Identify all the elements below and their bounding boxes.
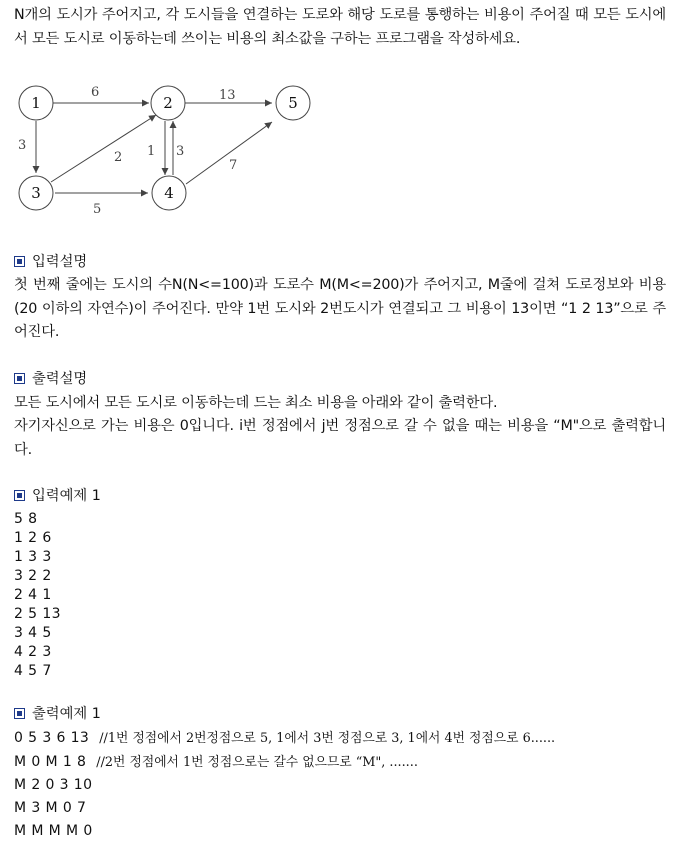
weight-2-5: 13 bbox=[219, 88, 236, 103]
output-line bbox=[14, 776, 92, 795]
output-line bbox=[14, 799, 86, 818]
input-line: 3 4 5 bbox=[14, 625, 52, 641]
output-description-line1: 모든 도시에서 모든 도시로 이동하는데 드는 최소 비용을 아래와 같이 출력한다. bbox=[14, 395, 498, 411]
input-line: 4 5 7 bbox=[14, 663, 52, 679]
weight-1-3: 3 bbox=[18, 138, 27, 153]
input-line: 3 2 2 bbox=[14, 568, 52, 584]
node-4 bbox=[152, 176, 186, 210]
square-bullet-icon bbox=[14, 373, 25, 384]
square-bullet-icon bbox=[14, 708, 25, 719]
input-line: 1 3 3 bbox=[14, 549, 52, 565]
node-1-label: 1 bbox=[31, 94, 41, 112]
output-line-value: M 2 0 3 10 bbox=[14, 777, 93, 793]
output-heading bbox=[14, 369, 87, 389]
weight-3-4: 5 bbox=[93, 202, 102, 217]
weight-1-2: 6 bbox=[91, 85, 100, 100]
input-line: 4 2 3 bbox=[14, 644, 52, 660]
problem-statement: N개의 도시가 주어지고, 각 도시들을 연결하는 도로와 해당 도로를 통행하는 비용이 주어질 때 모든 도시에서 모든 도시로 이동하는데 쓰이는 비용의 최소값을 구하는 프로그램을 작성하세요. bbox=[14, 7, 666, 47]
node-4-label: 4 bbox=[164, 184, 174, 202]
output-line-value: M 3 M 0 7 bbox=[14, 800, 87, 816]
output-line bbox=[14, 822, 93, 841]
square-bullet-icon bbox=[14, 256, 25, 267]
edge-3-2 bbox=[51, 115, 156, 182]
output-line bbox=[14, 753, 418, 772]
output-line-comment: //1번 정점에서 2번정점으로 5, 1에서 3번 정점으로 3, 1에서 4번 정점으로 6...... bbox=[99, 731, 556, 746]
graph-diagram bbox=[0, 78, 330, 218]
node-5 bbox=[276, 86, 310, 120]
weight-4-2: 3 bbox=[176, 144, 185, 159]
output-line bbox=[14, 729, 555, 748]
input-heading-label: 입력설명 bbox=[32, 254, 88, 270]
output-line-comment: //2번 정점에서 1번 정점으로는 갈수 없으므로 “M", ....... bbox=[96, 755, 418, 770]
weight-4-5: 7 bbox=[229, 158, 238, 173]
node-2 bbox=[151, 86, 185, 120]
input-example-heading-label: 입력예제 1 bbox=[32, 488, 101, 504]
output-line-value: M 0 M 1 8 bbox=[14, 754, 87, 770]
input-description: 첫 번째 줄에는 도시의 수N(N<=100)과 도로수 M(M<=200)가 주어지고, M줄에 걸쳐 도로정보와 비용(20 이하의 자연수)이 주어진다. 만약 1번 도시와 2번도시가 연결되고 그 비용이 13이면 “1 2 13”으로 주어진다. bbox=[14, 277, 666, 340]
input-line: 2 4 1 bbox=[14, 587, 52, 603]
output-example-heading-label: 출력예제 1 bbox=[32, 706, 101, 722]
input-line: 2 5 13 bbox=[14, 606, 61, 622]
square-bullet-icon bbox=[14, 490, 25, 501]
node-3 bbox=[19, 176, 53, 210]
input-heading bbox=[14, 252, 87, 272]
node-3-label: 3 bbox=[31, 184, 41, 202]
output-description-line2: 자기자신으로 가는 비용은 0입니다. i번 정점에서 j번 정점으로 갈 수 없을 때는 비용을 “M"으로 출력합니다. bbox=[14, 418, 666, 458]
output-example-heading bbox=[14, 704, 101, 724]
node-1 bbox=[19, 86, 53, 120]
input-line: 1 2 6 bbox=[14, 530, 52, 546]
node-5-label: 5 bbox=[288, 94, 298, 112]
weight-3-2: 2 bbox=[114, 150, 123, 165]
output-line-value: M M M M 0 bbox=[14, 823, 93, 839]
input-example-heading bbox=[14, 486, 101, 506]
input-line: 5 8 bbox=[14, 511, 38, 527]
edge-4-5 bbox=[186, 122, 272, 184]
output-heading-label: 출력설명 bbox=[32, 371, 88, 387]
weight-2-4: 1 bbox=[147, 144, 156, 159]
output-line-value: 0 5 3 6 13 bbox=[14, 730, 90, 746]
node-2-label: 2 bbox=[163, 94, 173, 112]
